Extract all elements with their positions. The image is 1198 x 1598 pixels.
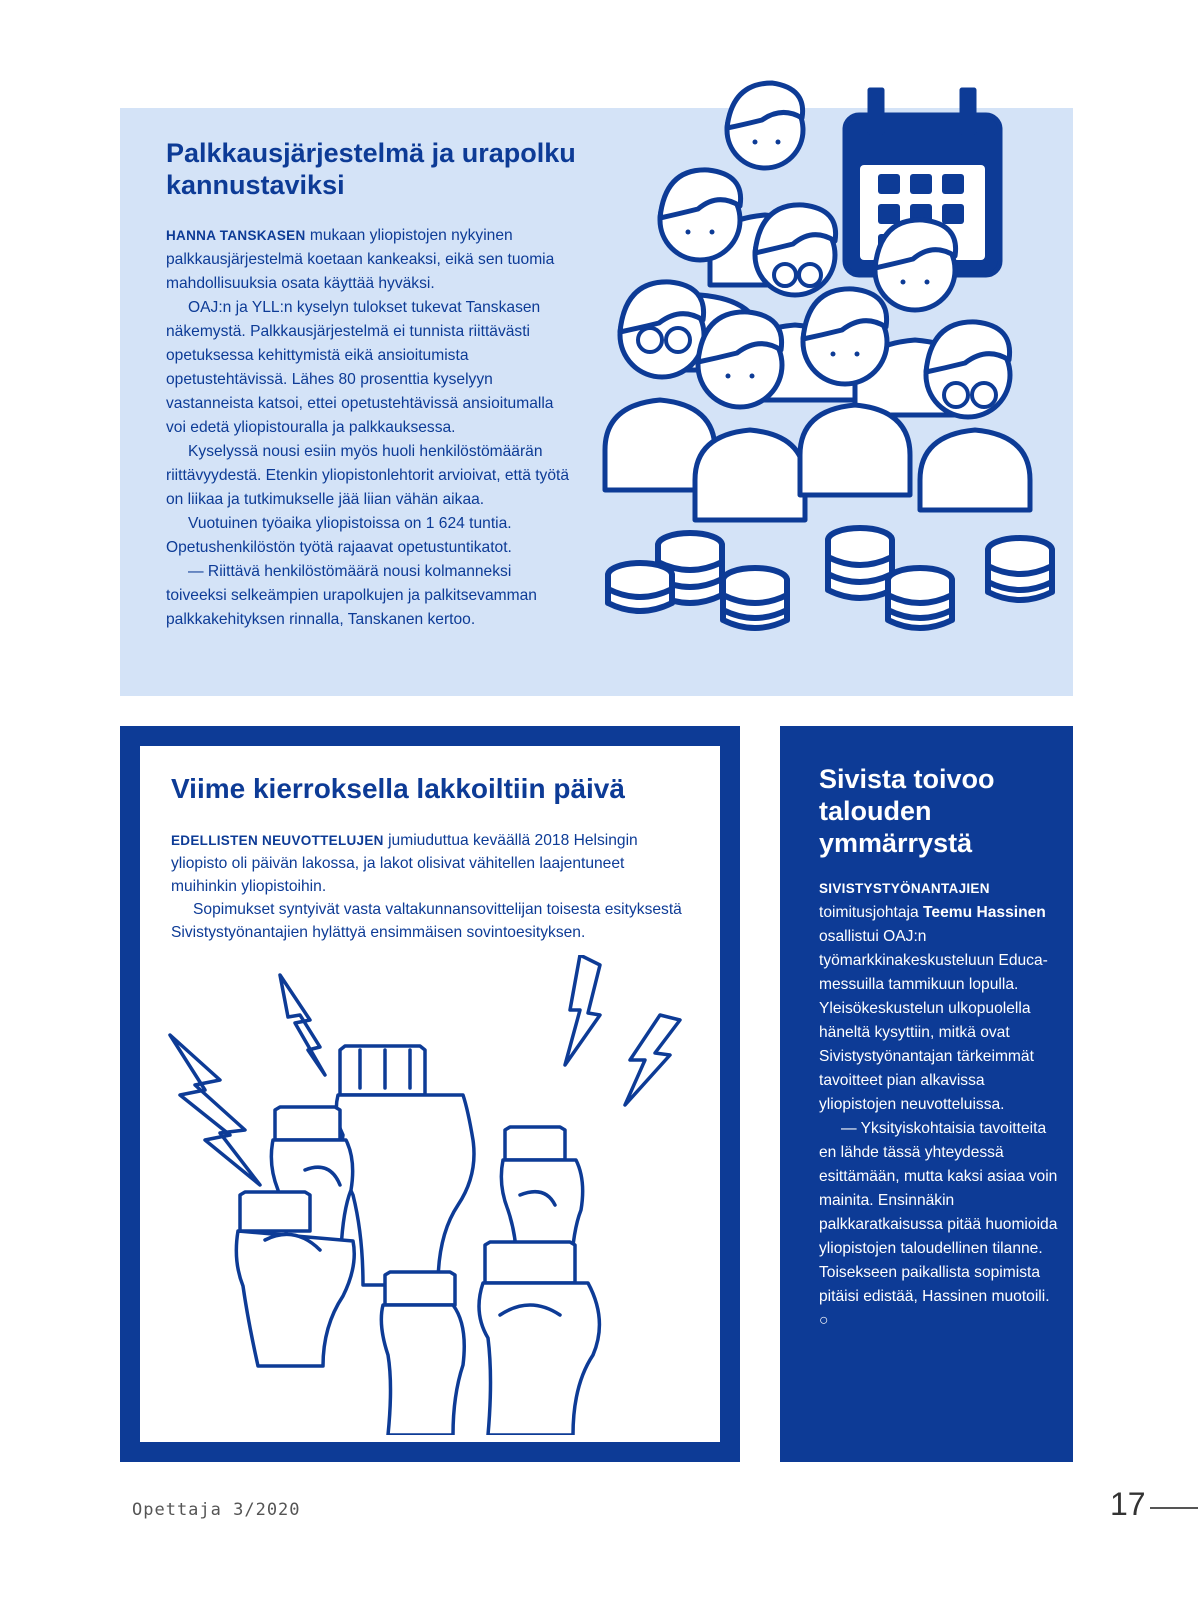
paragraph-text: mukaan yliopistojen nykyinen palkkausjärjestelmä koetaan kankeaksi, eikä sen tuomia mahdollisuuksia osata käyttää hyväksi.	[166, 227, 555, 292]
strike-article-body	[171, 829, 691, 944]
raised-fists-illustration	[160, 955, 700, 1435]
sidebar-title: Sivista toivoo talouden ymmärrystä	[819, 764, 995, 858]
sidebar-paragraph-1	[819, 877, 1059, 1117]
page-number: 17	[1110, 1486, 1146, 1522]
people-calendar-coins-illustration	[600, 70, 1090, 670]
sidebar-body	[819, 877, 1059, 1333]
top-paragraph-4: Vuotuinen työaika yliopistoissa on 1 624 tuntia. Opetushenkilöstön työtä rajaavat opetustuntikatot.	[166, 515, 512, 556]
sidebar-paragraph-2	[819, 1117, 1059, 1333]
paragraph-text: jumiuduttua keväällä 2018 Helsingin yliopisto oli päivän lakossa, ja lakot olisivat vähitellen laajentuneet muihinkin yliopistoihin.	[171, 832, 638, 895]
paragraph-text: toimitusjohtaja	[819, 904, 919, 921]
strike-article-title: Viime kierroksella lakkoiltiin päivä	[171, 773, 625, 804]
strike-paragraph-1	[171, 829, 691, 898]
top-paragraph-1	[166, 224, 576, 296]
top-article-title: Palkkausjärjestelmä ja urapolku kannustaviksi	[166, 138, 576, 200]
paragraph-text: osallistui OAJ:n työmarkkinakeskusteluun Educa-messuilla tammikuun lopulla. Yleisökeskustelun ulkopuolella häneltä kysyttiin, mitkä ovat Sivistystyönantajan tärkeimmät tavoitteet pian alkavissa yliopistojen neuvotteluissa.	[819, 928, 1048, 1113]
footer-rule	[1150, 1507, 1198, 1509]
top-paragraph-5: — Riittävä henkilöstömäärä nousi kolmanneksi toiveeksi selkeämpien urapolkujen ja palkitsevamman palkkakehityksen rinnalla, Tanskanen kertoo.	[166, 563, 537, 628]
end-mark: ○	[819, 1312, 829, 1329]
lead-in: SIVISTYSTYÖNANTAJIEN	[819, 881, 990, 896]
lead-in: HANNA TANSKASEN	[166, 228, 306, 243]
paragraph-text: — Yksityiskohtaisia tavoitteita en lähde tässä yhteydessä esittämään, mutta kaksi asiaa voin mainita. Ensinnäkin palkkaratkaisussa pitää huomioida yliopistojen taloudellinen tilanne. Toisekseen paikallista sopimista pitäisi edistää, Hassinen muotoili.	[819, 1120, 1058, 1305]
magazine-issue: Opettaja 3/2020	[132, 1500, 301, 1520]
top-paragraph-3: Kyselyssä nousi esiin myös huoli henkilöstömäärän riittävyydestä. Etenkin yliopistonlehtorit arvioivat, että työtä on liikaa ja tutkimukselle jää liian vähän aikaa.	[166, 443, 570, 508]
strike-paragraph-2: Sopimukset syntyivät vasta valtakunnansovittelijan toisesta esityksestä Sivistystyönantajien hylättyä ensimmäisen sovintoesityksen.	[171, 901, 682, 941]
top-article-body	[166, 224, 576, 632]
person-name: Teemu Hassinen	[923, 904, 1046, 921]
raised-fist-icon	[236, 1046, 599, 1435]
top-paragraph-2: OAJ:n ja YLL:n kyselyn tulokset tukevat Tanskasen näkemystä. Palkkausjärjestelmä ei tunnista riittävästi opetuksessa kehittymistä eikä ansioitumista opetustehtävissä. Lähes 80 prosenttia kyselyyn vastanneista katsoi, ettei opetustehtävissä ansioitumalla voi edetä yliopistouralla ja palkkauksessa.	[166, 299, 554, 436]
coin-stack-icon	[608, 528, 1052, 628]
lead-in: EDELLISTEN NEUVOTTELUJEN	[171, 833, 384, 848]
